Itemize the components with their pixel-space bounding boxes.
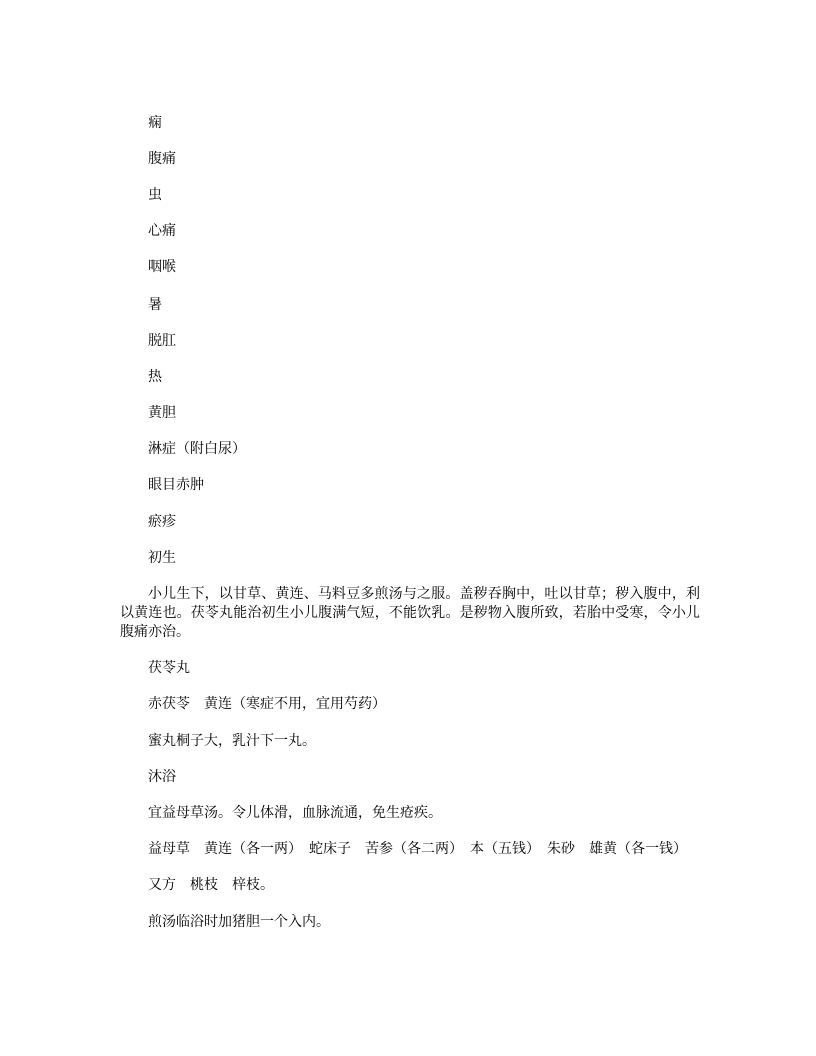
fuling-ingredients: 赤茯苓 黄连（寒症不用，宜用芍药） bbox=[148, 696, 386, 712]
heading-huangdan: 黄胆 bbox=[148, 405, 176, 421]
heading-xian: 痫 bbox=[148, 115, 162, 131]
heading-shu: 暑 bbox=[148, 297, 162, 313]
heading-yanmu: 眼目赤肿 bbox=[148, 477, 204, 493]
heading-re: 热 bbox=[148, 369, 162, 385]
heading-futong: 腹痛 bbox=[148, 151, 176, 167]
heading-xintong: 心痛 bbox=[148, 223, 176, 239]
heading-chusheng: 初生 bbox=[148, 550, 176, 566]
heading-yanhou: 咽喉 bbox=[148, 259, 176, 275]
heading-chong: 虫 bbox=[148, 187, 162, 203]
fuling-usage: 蜜丸桐子大，乳汁下一丸。 bbox=[148, 733, 316, 749]
decoction-line: 煎汤临浴时加猪胆一个入内。 bbox=[148, 914, 330, 930]
intro-paragraph: 小儿生下，以甘草、黄连、马料豆多煎汤与之服。盖秽吞胸中，吐以甘草；秽入腹中，利以黄连也。茯苓丸能治初生小儿腹满气短，不能饮乳。是秽物入腹所致，若胎中受寒，令小儿腹痛亦治。 bbox=[120, 586, 700, 640]
heading-yuzhen: 瘀疹 bbox=[148, 514, 176, 530]
fuling-title: 茯苓丸 bbox=[148, 660, 190, 676]
muyu-title: 沐浴 bbox=[148, 769, 176, 785]
heading-tuogang: 脱肛 bbox=[148, 333, 176, 349]
heading-linzheng: 淋症（附白尿） bbox=[148, 441, 246, 457]
youfang-line: 又方 桃枝 梓枝。 bbox=[148, 877, 274, 893]
muyu-desc: 宜益母草汤。令儿体滑，血脉流通，免生疮疾。 bbox=[148, 805, 442, 821]
muyu-ingredients: 益母草 黄连（各一两） 蛇床子 苦参（各二两） 本（五钱） 朱砂 雄黄（各一钱） bbox=[148, 841, 687, 857]
